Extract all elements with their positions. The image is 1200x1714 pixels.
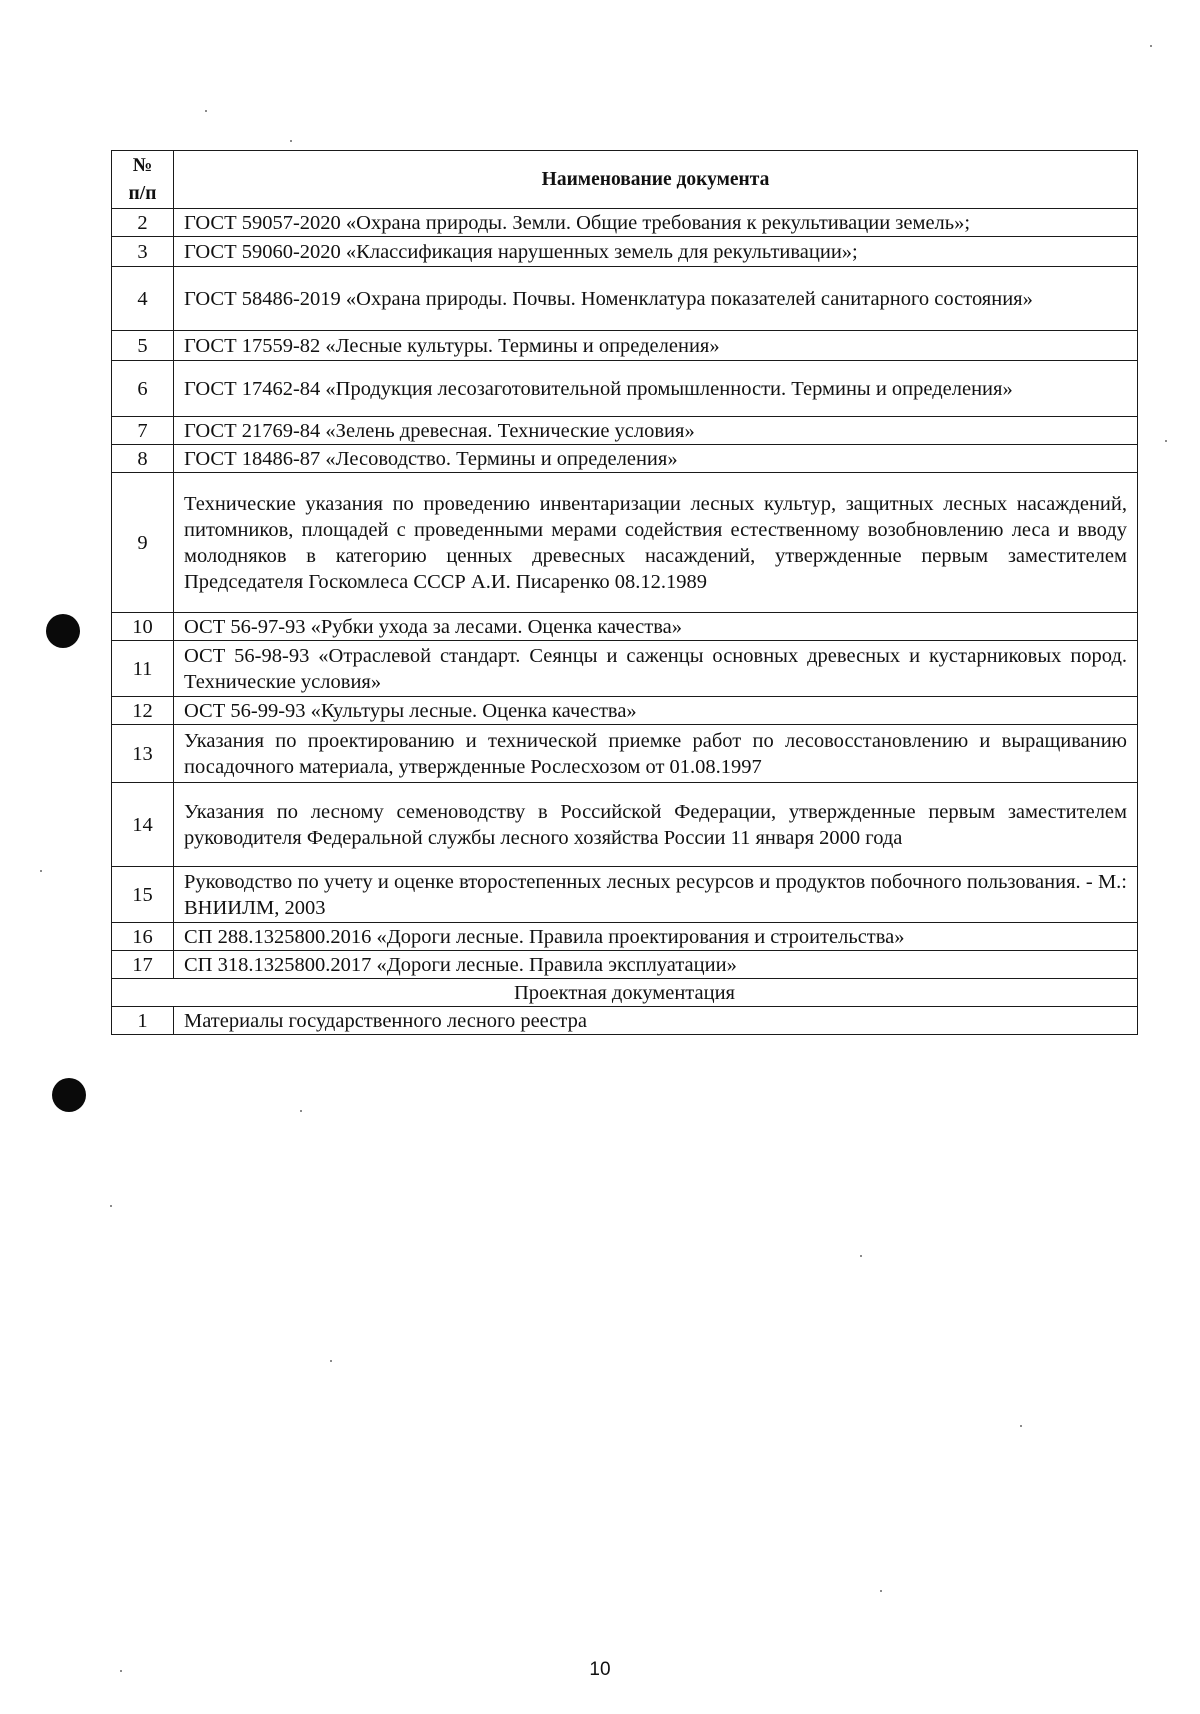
punch-hole bbox=[52, 1078, 86, 1112]
table-row bbox=[112, 237, 1138, 267]
row-number: 2 bbox=[112, 209, 174, 237]
table-row bbox=[112, 951, 1138, 979]
row-document-name: ГОСТ 17462-84 «Продукция лесозаготовительной промышленности. Термины и определения» bbox=[174, 361, 1138, 417]
table-row bbox=[112, 725, 1138, 783]
scan-speck bbox=[110, 1205, 112, 1207]
row-number: 7 bbox=[112, 417, 174, 445]
page-number: 10 bbox=[589, 1659, 611, 1680]
scan-speck bbox=[860, 1255, 862, 1257]
punch-hole bbox=[46, 614, 80, 648]
section-title: Проектная документация bbox=[112, 979, 1138, 1007]
row-document-name: ГОСТ 59057-2020 «Охрана природы. Земли. Общие требования к рекультивации земель»; bbox=[174, 209, 1138, 237]
row-number: 13 bbox=[112, 725, 174, 783]
scan-speck bbox=[40, 870, 42, 872]
row-number: 9 bbox=[112, 473, 174, 613]
row-document-name: ГОСТ 59060-2020 «Классификация нарушенных земель для рекультивации»; bbox=[174, 237, 1138, 267]
documents-table bbox=[111, 150, 1138, 1035]
row-document-name: Технические указания по проведению инвентаризации лесных культур, защитных лесных насаждений, питомников, площадей с проведенными мерами содействия естественному возобновлению леса и вводу молодняков в категорию ценных древесных насаждений, утвержденные первым заместителем Председателя Госкомлеса СССР А.И. Писаренко 08.12.1989 bbox=[174, 473, 1138, 613]
header-number-symbol: № bbox=[132, 154, 153, 176]
header-number-abbrev: п/п bbox=[128, 182, 157, 204]
table-row bbox=[112, 417, 1138, 445]
row-document-name: СП 288.1325800.2016 «Дороги лесные. Правила проектирования и строительства» bbox=[174, 923, 1138, 951]
table-header-row bbox=[112, 151, 1138, 209]
scan-speck bbox=[880, 1590, 882, 1592]
scan-speck bbox=[330, 1360, 332, 1362]
row-document-name: Руководство по учету и оценке второстепенных лесных ресурсов и продуктов побочного пользования. - М.: ВНИИЛМ, 2003 bbox=[174, 867, 1138, 923]
table-row bbox=[112, 697, 1138, 725]
table-row bbox=[112, 331, 1138, 361]
scan-speck bbox=[300, 1110, 302, 1112]
row-document-name: Материалы государственного лесного реестра bbox=[174, 1007, 1138, 1035]
table-row bbox=[112, 1007, 1138, 1035]
table-row bbox=[112, 923, 1138, 951]
scan-speck bbox=[205, 110, 207, 112]
row-number: 14 bbox=[112, 783, 174, 867]
row-document-name: ОСТ 56-98-93 «Отраслевой стандарт. Сеянцы и саженцы основных древесных и кустарниковых пород. Технические условия» bbox=[174, 641, 1138, 697]
table-row bbox=[112, 267, 1138, 331]
row-number: 16 bbox=[112, 923, 174, 951]
table-row bbox=[112, 641, 1138, 697]
row-document-name: Указания по лесному семеноводству в Российской Федерации, утвержденные первым заместителем руководителя Федеральной службы лесного хозяйства России 11 января 2000 года bbox=[174, 783, 1138, 867]
row-document-name: ГОСТ 17559-82 «Лесные культуры. Термины и определения» bbox=[174, 331, 1138, 361]
table-row bbox=[112, 783, 1138, 867]
row-number: 17 bbox=[112, 951, 174, 979]
row-number: 11 bbox=[112, 641, 174, 697]
scan-speck bbox=[1150, 45, 1152, 47]
row-document-name: ГОСТ 18486-87 «Лесоводство. Термины и определения» bbox=[174, 445, 1138, 473]
row-number: 12 bbox=[112, 697, 174, 725]
row-number: 4 bbox=[112, 267, 174, 331]
table-row bbox=[112, 361, 1138, 417]
row-number: 10 bbox=[112, 613, 174, 641]
row-number: 15 bbox=[112, 867, 174, 923]
scan-speck bbox=[1165, 440, 1167, 442]
row-document-name: ГОСТ 21769-84 «Зелень древесная. Технические условия» bbox=[174, 417, 1138, 445]
row-document-name: ОСТ 56-99-93 «Культуры лесные. Оценка качества» bbox=[174, 697, 1138, 725]
scan-speck bbox=[290, 140, 292, 142]
table-row bbox=[112, 867, 1138, 923]
row-number: 5 bbox=[112, 331, 174, 361]
section-heading-row bbox=[112, 979, 1138, 1007]
table-row bbox=[112, 473, 1138, 613]
table-body bbox=[112, 209, 1138, 1035]
row-document-name: Указания по проектированию и технической приемке работ по лесовосстановлению и выращиванию посадочного материала, утвержденные Рослесхозом от 01.08.1997 bbox=[174, 725, 1138, 783]
row-number: 3 bbox=[112, 237, 174, 267]
row-number: 6 bbox=[112, 361, 174, 417]
row-number: 1 bbox=[112, 1007, 174, 1035]
row-document-name: СП 318.1325800.2017 «Дороги лесные. Правила эксплуатации» bbox=[174, 951, 1138, 979]
header-document-name: Наименование документа bbox=[174, 151, 1138, 209]
row-document-name: ГОСТ 58486-2019 «Охрана природы. Почвы. Номенклатура показателей санитарного состояния» bbox=[174, 267, 1138, 331]
table-row bbox=[112, 209, 1138, 237]
scan-speck bbox=[1020, 1425, 1022, 1427]
header-number bbox=[112, 151, 174, 209]
row-document-name: ОСТ 56-97-93 «Рубки ухода за лесами. Оценка качества» bbox=[174, 613, 1138, 641]
row-number: 8 bbox=[112, 445, 174, 473]
table-row bbox=[112, 613, 1138, 641]
table-row bbox=[112, 445, 1138, 473]
